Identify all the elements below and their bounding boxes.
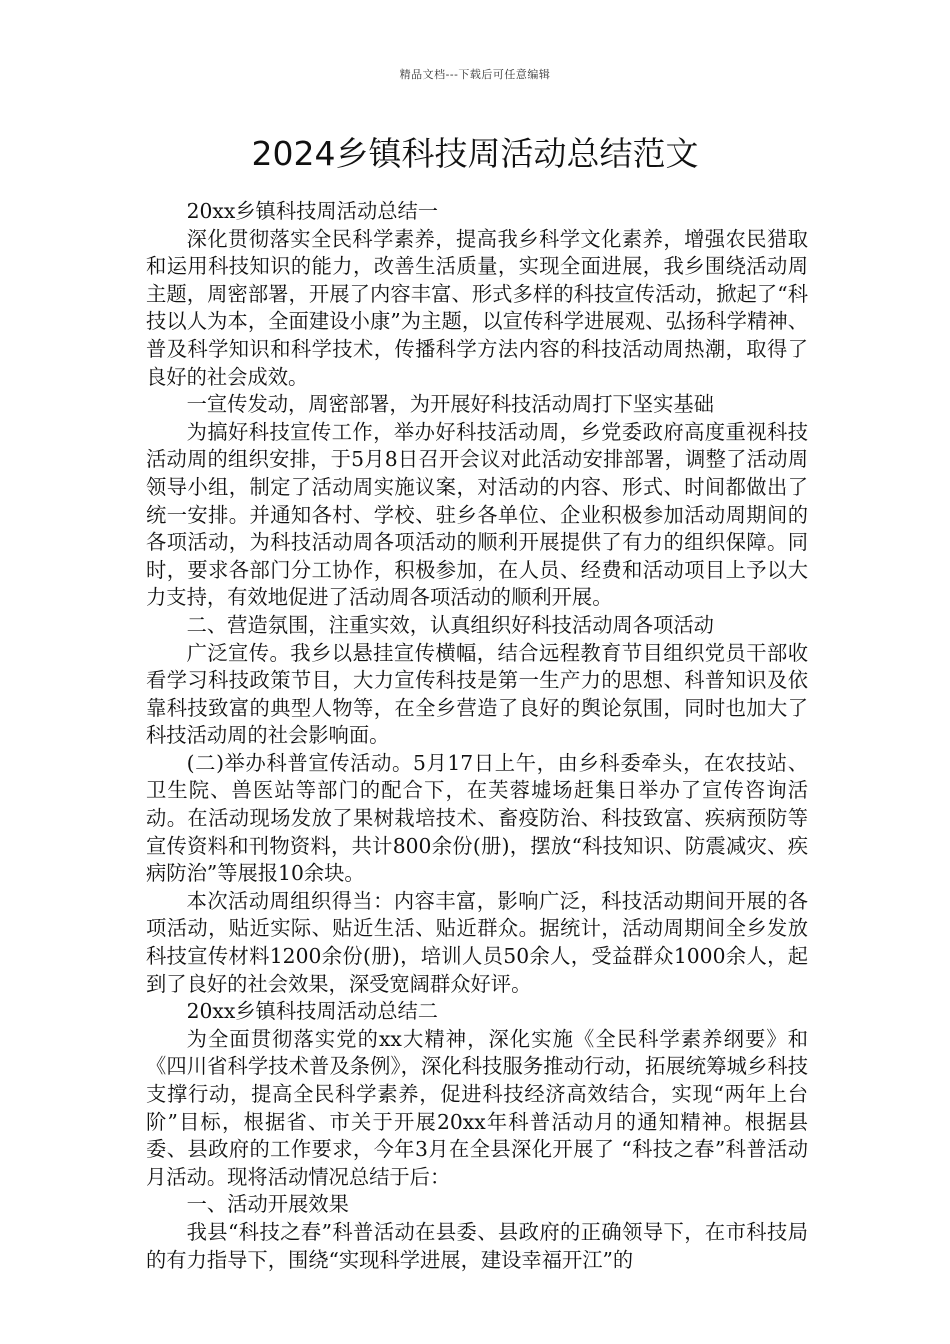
body-paragraph: (二)举办科普宣传活动。5月17日上午，由乡科委牵头，在农技站、卫生院、兽医站等部门的配合下，在芙蓉墟场赶集日举办了宣传咨询活动。在活动现场发放了果树栽培技术、畜疫防治、科技致富、疾病预防等宣传资料和刊物资料，共计800余份(册)，摆放“科技知识、防震减灾、疾病防治”等展报10余块。 <box>146 750 808 886</box>
section-heading-2: 20xx乡镇科技周活动总结二 <box>186 999 439 1024</box>
body-paragraph: 为全面贯彻落实党的xx大精神，深化实施《全民科学素养纲要》和《四川省科学技术普及条例》，深化科技服务推动行动，拓展统筹城乡科技支撑行动，提高全民科学素养，促进科技经济高效结合，实现“两年上台阶”目标，根据省、市关于开展20xx年科普活动月的通知精神。根据县委、县政府的工作要求，今年3月在全县深化开展了 “科技之春”科普活动月活动。现将活动情况总结于后： <box>146 1026 808 1189</box>
body-paragraph: 本次活动周组织得当：内容丰富，影响广泛，科技活动期间开展的各项活动，贴近实际、贴近生活、贴近群众。据统计，活动周期间全乡发放科技宣传材料1200余份(册)，培训人员50余人，受益群众1000余人，起到了良好的社会效果，深受宽阔群众好评。 <box>146 888 808 996</box>
document-body <box>146 198 808 1274</box>
document-title: 2024乡镇科技周活动总结范文 <box>251 134 699 173</box>
subheading: 一、活动开展效果 <box>186 1192 349 1217</box>
body-paragraph: 广泛宣传。我乡以悬挂宣传横幅，结合远程教育节目组织党员干部收看学习科技政策节目，大力宣传科技是第一生产力的思想、科普知识及依靠科技致富的典型人物等，在全乡营造了良好的舆论氛围，同时也加大了科技活动周的社会影响面。 <box>146 640 808 748</box>
subheading: 一宣传发动，周密部署，为开展好科技活动周打下坚实基础 <box>186 392 714 417</box>
section-heading-1: 20xx乡镇科技周活动总结一 <box>186 199 439 223</box>
page-header-note: 精品文档---下载后可任意编辑 <box>399 68 551 81</box>
body-paragraph: 我县“科技之春”科普活动在县委、县政府的正确领导下，在市科技局的有力指导下，围绕“实现科学进展，建设幸福开江”的 <box>146 1219 808 1272</box>
body-paragraph: 深化贯彻落实全民科学素养，提高我乡科学文化素养，增强农民猎取和运用科技知识的能力，改善生活质量，实现全面进展，我乡围绕活动周主题，周密部署，开展了内容丰富、形式多样的科技宣传活动，掀起了“科技以人为本，全面建设小康”为主题，以宣传科学进展观、弘扬科学精神、普及科学知识和科学技术，传播科学方法内容的科技活动周热潮，取得了良好的社会成效。 <box>146 226 808 389</box>
body-paragraph: 为搞好科技宣传工作，举办好科技活动周，乡党委政府高度重视科技活动周的组织安排，于5月8日召开会议对此活动安排部署，调整了活动周领导小组，制定了活动周实施议案，对活动的内容、形式、时间都做出了统一安排。并通知各村、学校、驻乡各单位、企业积极参加活动周期间的各项活动，为科技活动周各项活动的顺利开展提供了有力的组织保障。同时，要求各部门分工协作，积极参加，在人员、经费和活动项目上予以大力支持，有效地促进了活动周各项活动的顺利开展。 <box>146 419 808 610</box>
subheading: 二、营造氛围，注重实效，认真组织好科技活动周各项活动 <box>186 612 714 637</box>
